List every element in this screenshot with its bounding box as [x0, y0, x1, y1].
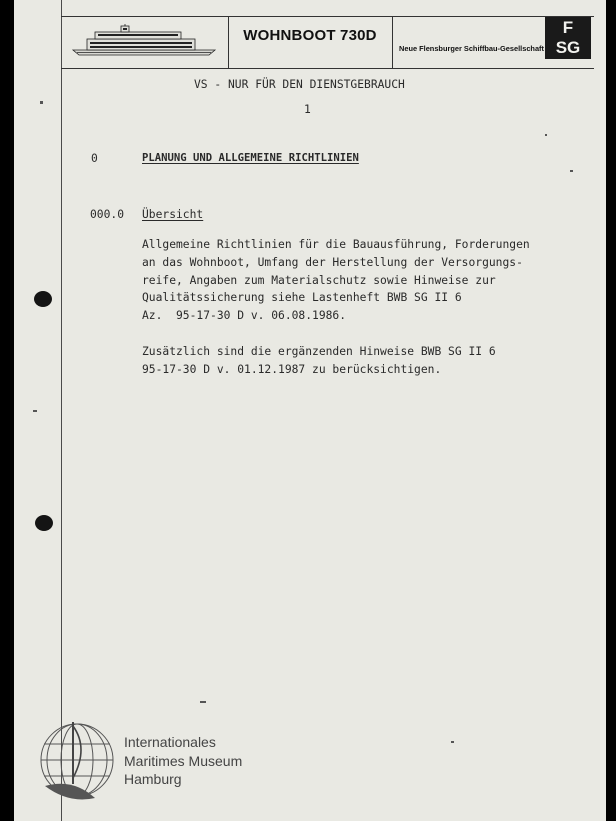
ship-drawing-icon [69, 23, 219, 59]
speck [545, 134, 547, 136]
company-name: Neue Flensburger Schiffbau-Gesellschaft [399, 44, 544, 53]
paragraph-line: reife, Angaben zum Materialschutz sowie Hinweise zur [142, 274, 496, 287]
header-divider [392, 17, 393, 68]
paragraph-line: Zusätzlich sind die ergänzenden Hinweise BWB SG II 6 [142, 345, 496, 358]
paragraph-line: Allgemeine Richtlinien für die Bauausführung, Forderungen [142, 238, 530, 251]
letterhead [61, 16, 594, 69]
boat-title: WOHNBOOT 730D [243, 27, 377, 44]
speck [40, 101, 43, 104]
paragraph-line: Az. 95-17-30 D v. 06.08.1986. [142, 309, 347, 322]
logo-letters-bottom: SG [555, 38, 581, 57]
page-number: 1 [304, 103, 311, 116]
speck [570, 170, 573, 172]
punch-hole [34, 291, 52, 307]
section-number: 0 [91, 152, 98, 165]
speck [200, 701, 206, 703]
section-title: PLANUNG UND ALLGEMEINE RICHTLINIEN [142, 152, 359, 164]
fsg-logo-icon [545, 17, 591, 59]
paragraph-line: 95-17-30 D v. 01.12.1987 zu berücksichtigen. [142, 363, 442, 376]
museum-name-line: Hamburg [124, 771, 182, 787]
paragraph-line: an das Wohnboot, Umfang der Herstellung der Versorgungs- [142, 256, 523, 269]
museum-name-line: Internationales [124, 734, 216, 750]
subsection-title: Übersicht [142, 208, 204, 221]
subsection-number: 000.0 [90, 208, 125, 221]
classification-note: VS - NUR FÜR DEN DIENSTGEBRAUCH [194, 78, 405, 91]
museum-globe-logo-icon [39, 718, 119, 802]
punch-hole [35, 515, 53, 531]
margin-line [61, 0, 62, 821]
logo-letter-top: F [562, 18, 574, 37]
museum-name-line: Maritimes Museum [124, 752, 243, 769]
document-page [14, 0, 606, 821]
speck [33, 410, 37, 412]
speck [451, 741, 454, 743]
paragraph-line: Qualitätssicherung siehe Lastenheft BWB SG II 6 [142, 291, 462, 304]
museum-name [124, 733, 242, 789]
